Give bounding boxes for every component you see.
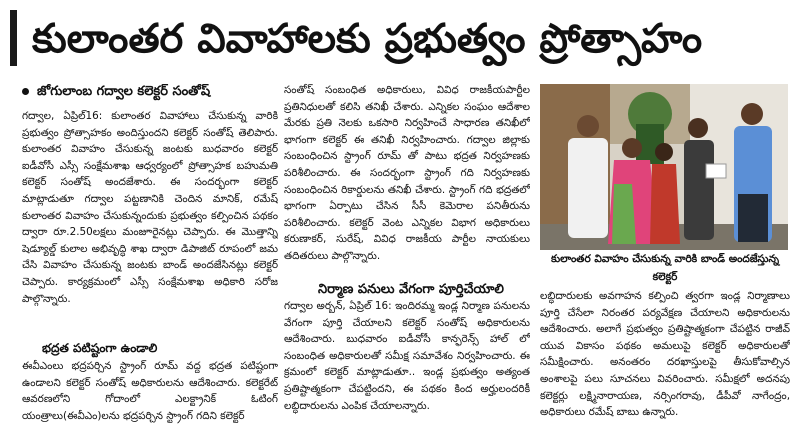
bullet-icon bbox=[22, 88, 29, 95]
subheadline bbox=[22, 84, 278, 106]
news-photo-illustration bbox=[540, 84, 788, 250]
photo-caption: కులాంతర వివాహం చేసుకున్న వారికి బాండ్ అందజేస్తున్న కలెక్టర్ bbox=[550, 253, 780, 283]
article-column-3 bbox=[540, 288, 790, 434]
article-paragraph: లబ్ధిదారులకు అవగాహన కల్పించి త్వరగా ఇండ్ల నిర్మాణాలు పూర్తి చేసేలా నిరంతర పర్యవేక్షణ చేయాలని అధికారులను ఆదేశించారు. అలాగే ప్రభుత్వం ప్రతిష్టాత్మకంగా చేపట్టిన రాజీవ్ యువ వికాసం పథకం అమలుపై కలెక్టర్ అధికారులతో సమీక్షించారు. అనంతరం దరఖాస్తులపై తీసుకోవాల్సిన అంశాలపై పలు సూచనలు వివరించారు. సమీక్షలో అదనపు కలెక్టర్లు లక్ష్మినారాయణ, నర్సింగరావు, డీపీవో నాగేంద్రం, అధికారులు రమేష్ బాబు ఉన్నారు. bbox=[540, 290, 790, 419]
article-column-2 bbox=[284, 82, 530, 294]
article-paragraph: సంతోష్ సంబంధిత అధికారులు, వివిధ రాజకీయపార్టీల ప్రతినిధులతో కలిసి తనిఖీ చేశారు. ఎన్నికల సంఘం ఆదేశాల మేరకు ప్రతి నెలకు ఒకసారి నిర్వహించే సాధారణ తనిఖీలో భాగంగా కలెక్టర్ ఈ తనిఖీ నిర్వహించారు. గద్వాల జిల్లాకు సంబంధించిన స్ట్రాంగ్ రూమ్ తో పాటు భద్రత నిర్వహణకు పరిశీలించారు. ఈ సందర్భంగా స్ట్రాంగ్ గది నిర్వహణకు సంబంధించిన రికార్డులను తనిఖీ చేశారు. స్ట్రాంగ్ గది భద్రతలో భాగంగా ఏర్పాటు చేసిన సీసీ కెమెరాల పనితీరును పరిశీలించారు. కలెక్టర్ వెంట ఎన్నికల విభాగ అధికారులు కరుణాకర్, సురేష్, వివిధ రాజకీయ పార్టీల నాయకులు తదితరులు పాల్గొన్నారు. bbox=[284, 84, 530, 262]
headline-bar bbox=[10, 10, 17, 66]
headline-text: కులాంతర వివాహాలకు ప్రభుత్వం ప్రోత్సాహం bbox=[32, 16, 703, 62]
section-paragraph: ఈవీఎంలు భద్రపర్చిన స్ట్రాంగ్ రూమ్ వద్ద భద్రత పటిష్టంగా ఉండాలని కలెక్టర్ సంతోష్ అధికారులను ఆదేశించారు. కలెక్టరేట్ ఆవరణలోని గోదాంలో ఎలక్ట్రానిక్ ఓటింగ్ యంత్రాలు(ఈవీఎం)లను భద్రపర్చిన స్ట్రాంగ్ గదిని కలెక్టర్ bbox=[22, 360, 278, 422]
section-paragraph: గద్వాల అర్బన్, ఏప్రిల్ 16: ఇందిరమ్మ ఇండ్ల నిర్మాణ పనులను వేగంగా పూర్తి చేయాలని కలెక్టర్ సంతోష్ అధికారులను ఆదేశించారు. బుధవారం ఐడీవోసీ కాన్ఫరెన్స్ హాల్ లో సంబంధిత అధికారులతో సమీక్ష సమావేశం నిర్వహించారు. ఈ క్రమంలో కలెక్టర్ మాట్లాడుతూ.. ఇండ్ల ప్రభుత్వం అత్యంత ప్రతిష్టాత్మకంగా చేపట్టిందని, ఈ పథకం కింద అర్హులందరికీ లబ్ధిదారులను ఎంపిక చేయాలన్నారు. bbox=[284, 300, 530, 412]
subheadline-text: జోగులాంబ గద్వాల కలెక్టర్ సంతోష్ bbox=[37, 84, 211, 99]
section-heading-construction: నిర్మాణ పనులు వేగంగా పూర్తిచేయాలి bbox=[318, 282, 504, 297]
section-body-construction bbox=[284, 298, 530, 434]
news-photo bbox=[540, 84, 788, 250]
headline bbox=[0, 0, 800, 80]
article-paragraph: గద్వాల, ఏప్రిల్16: కులాంతర వివాహాలు చేసుకున్న వారికి ప్రభుత్వం ప్రోత్సాహకం అందిస్తుందని కలెక్టర్ సంతోష్ తెలిపారు. కులాంతర వివాహం చేసుకున్న జంటకు బుధవారం కలెక్టర్ ఐడీవోసీ ఎస్సీ సంక్షేమశాఖ ఆధ్వర్యంలో ప్రోత్సాహక బహుమతి కలెక్టర్ సంతోష్ అందజేశారు. ఈ సందర్భంగా కలెక్టర్ మాట్లాడుతూ గద్వాల పట్టణానికి చెందిన మానిక్, రమేష్ కులాంతర వివాహం చేసుకున్నందుకు ప్రభుత్వం కల్పించిన పథకం ద్వారా రూ.2.50లక్షలు మంజూరైనట్లు చెప్పారు. ఈ మొత్తాన్ని షెడ్యూల్డ్ కులాల అభివృద్ధి శాఖ ద్వారా డిపాజిట్ రూపంలో జమ చేసి వివాహం చేసుకున్న జంటకు బాండ్ అందజేసినట్లు కలెక్టర్ చెప్పారు. కార్యక్రమంలో ఎస్సీ సంక్షేమశాఖ అధికారి సరోజ పాల్గొన్నారు. bbox=[22, 110, 278, 305]
section-heading-security: భద్రత పటిష్టంగా ఉండాలి bbox=[42, 341, 158, 355]
section-body-security bbox=[22, 358, 278, 434]
article-column-1 bbox=[22, 108, 278, 344]
